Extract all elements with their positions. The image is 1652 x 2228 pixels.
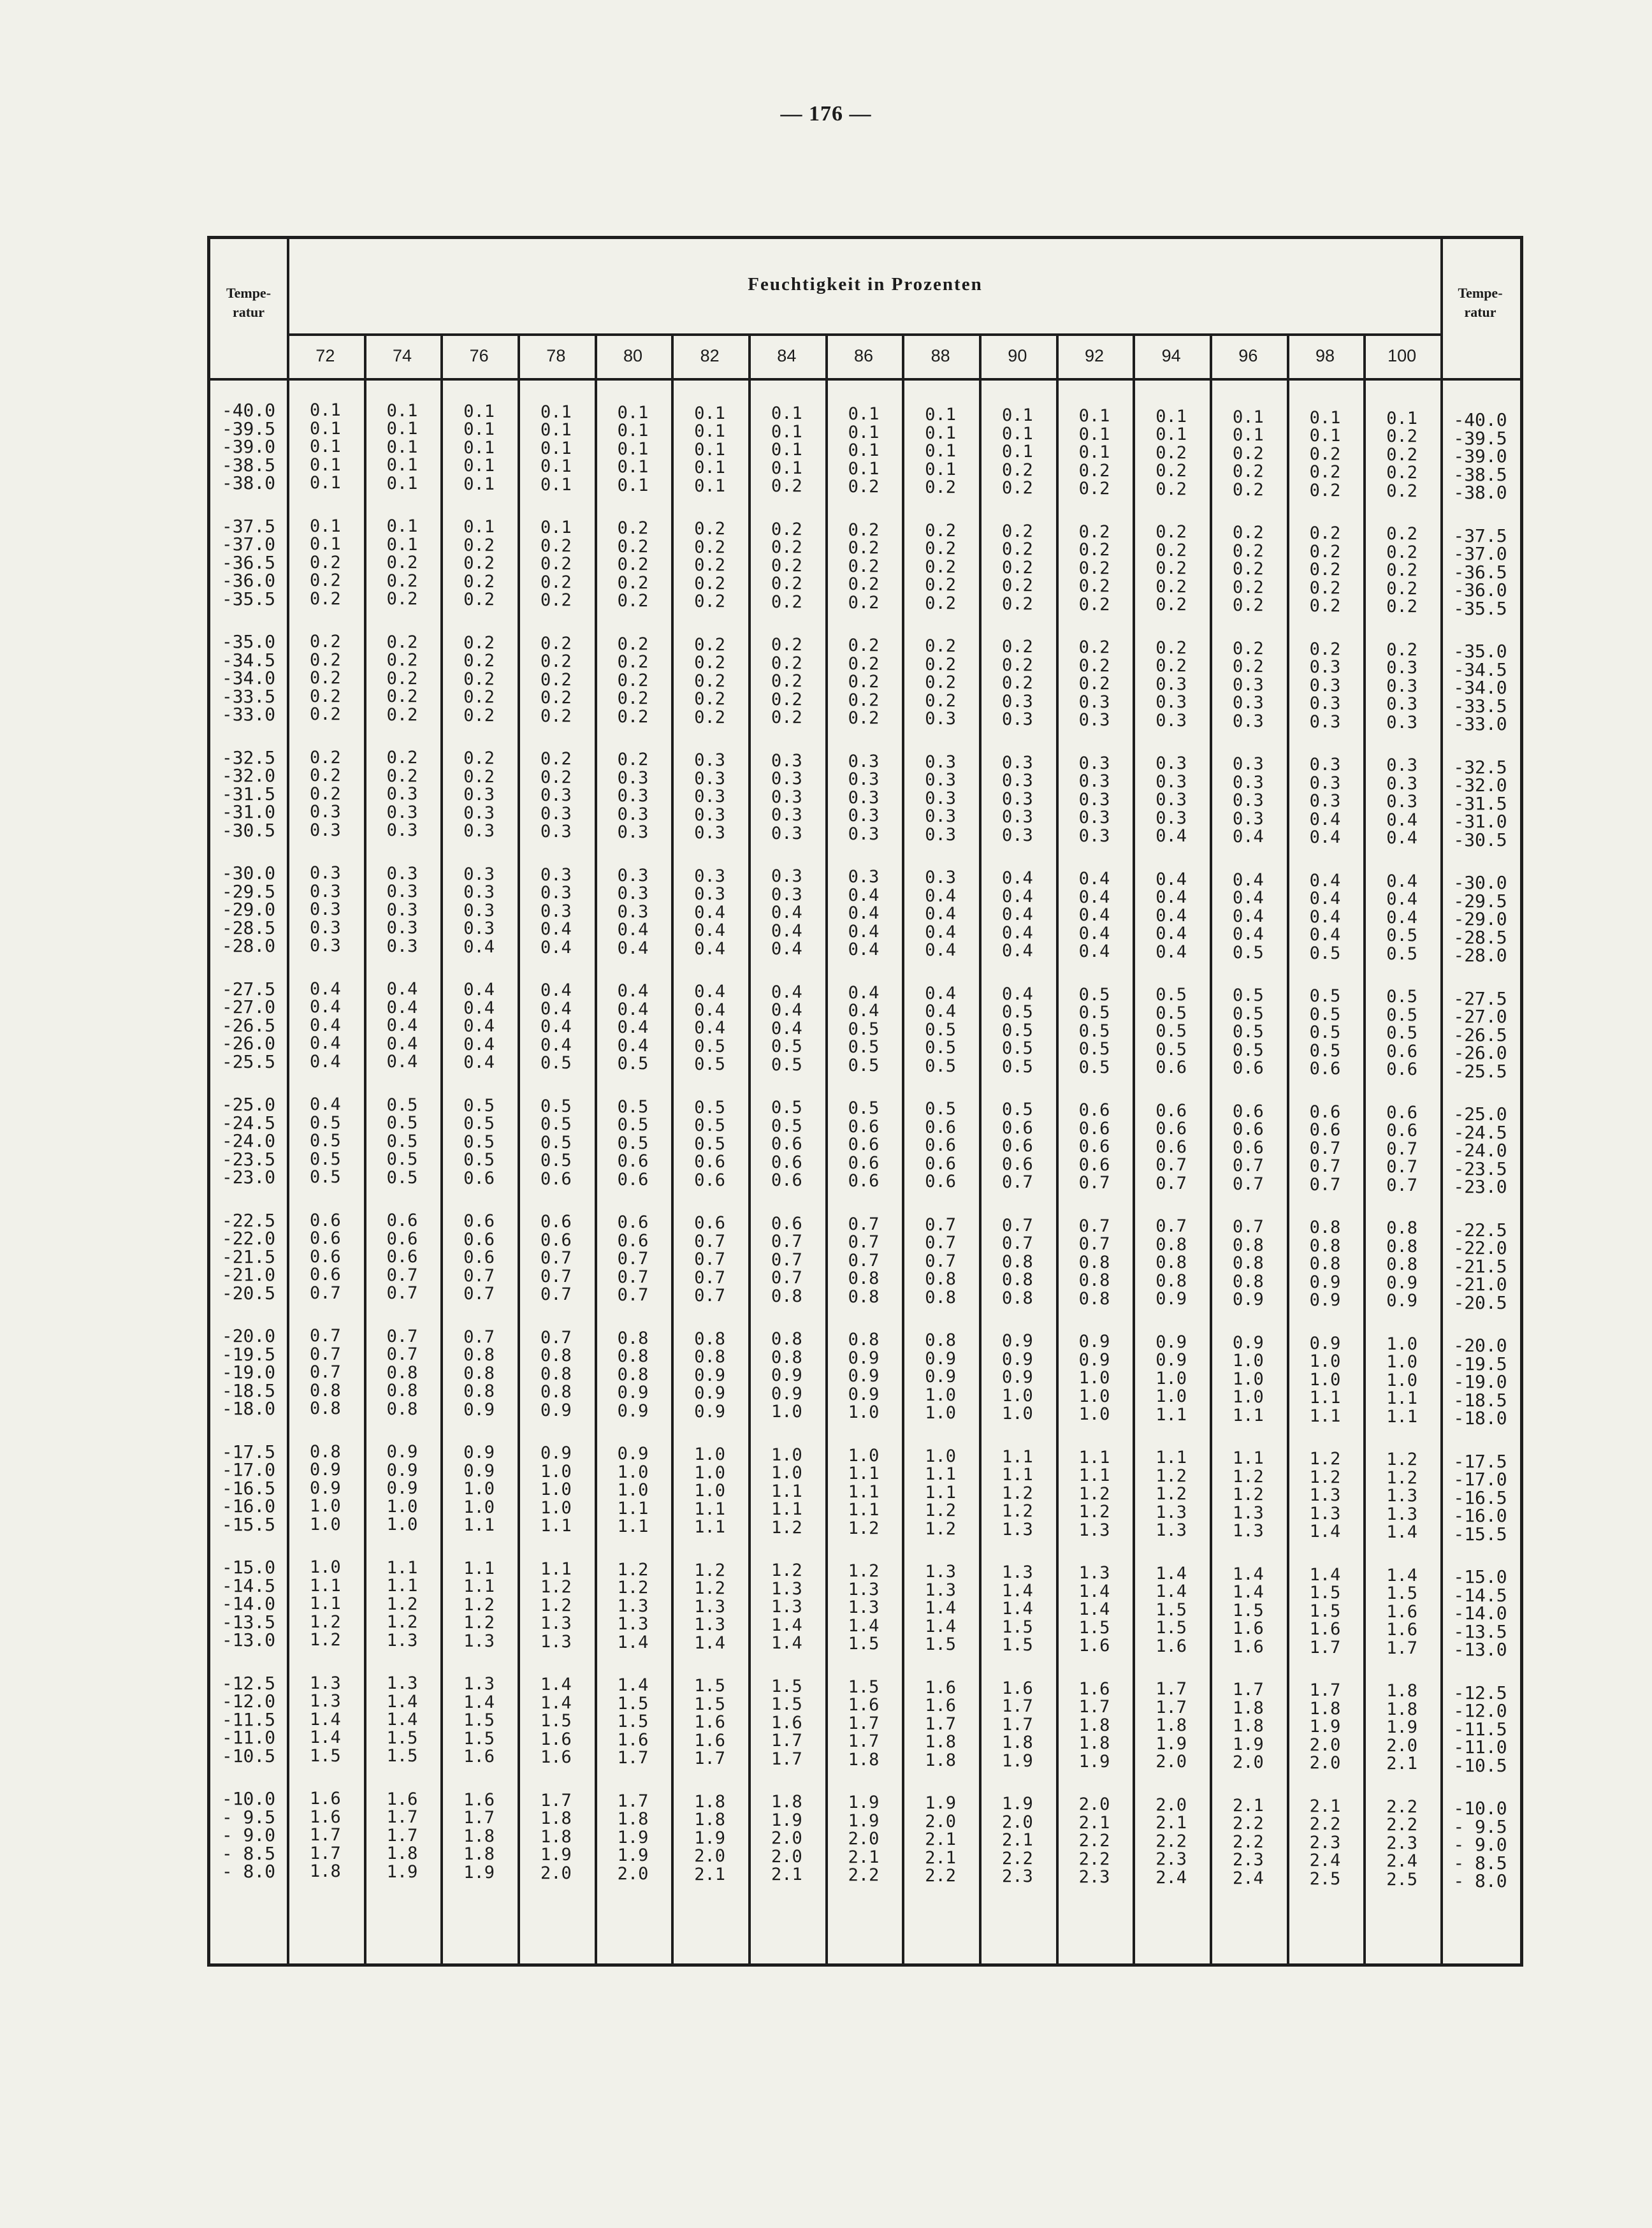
value-cell: 0.5 0.5 0.5 0.5 0.6 bbox=[1232, 986, 1264, 1079]
value-cell: 1.6 1.7 1.8 1.8 1.9 bbox=[463, 1789, 495, 1882]
value-cell: 1.4 1.5 1.5 1.6 1.7 bbox=[1309, 1564, 1341, 1657]
value-cell: 0.5 0.6 0.6 0.6 0.6 bbox=[925, 1099, 957, 1192]
value-cell: 1.6 1.6 1.7 1.7 1.8 bbox=[309, 1789, 341, 1881]
value-cell: 0.3 0.3 0.3 0.4 0.4 bbox=[1309, 755, 1341, 848]
value-cell: 0.5 0.6 0.6 0.6 0.7 bbox=[1001, 1100, 1033, 1193]
value-cell: 1.0 1.0 1.1 1.1 1.2 bbox=[771, 1445, 802, 1538]
column-header: 78 bbox=[546, 346, 566, 365]
value-cell: 1.7 1.8 1.9 1.9 2.0 bbox=[617, 1791, 649, 1884]
value-cell: 0.2 0.2 0.3 0.3 0.3 bbox=[1232, 638, 1264, 731]
value-cell: 1.7 1.8 1.9 2.0 2.0 bbox=[1309, 1680, 1341, 1773]
temperature-group-left: -27.5 -27.0 -26.5 -26.0 -25.5 bbox=[221, 978, 276, 1072]
value-cell: 0.4 0.4 0.4 0.4 0.5 bbox=[1232, 870, 1264, 963]
value-cell: 0.3 0.3 0.3 0.3 0.3 bbox=[848, 751, 880, 844]
temperature-group-left: -25.0 -24.5 -24.0 -23.5 -23.0 bbox=[221, 1094, 276, 1188]
value-cell: 0.6 0.6 0.6 0.7 0.7 bbox=[1232, 1101, 1264, 1194]
temperature-group-left: -20.0 -19.5 -19.0 -18.5 -18.0 bbox=[221, 1325, 276, 1419]
value-cell: 0.2 0.2 0.2 0.2 0.2 bbox=[1078, 521, 1110, 615]
value-cell: 1.1 1.1 1.2 1.2 1.3 bbox=[1001, 1446, 1033, 1540]
value-cell: 1.5 1.5 1.6 1.7 1.7 bbox=[771, 1676, 802, 1769]
temperature-group-right: -25.0 -24.5 -24.0 -23.5 -23.0 bbox=[1453, 1103, 1507, 1197]
value-cell: 0.7 0.7 0.8 0.8 0.8 bbox=[386, 1326, 418, 1419]
value-cell: 0.3 0.3 0.3 0.3 0.4 bbox=[1156, 754, 1187, 847]
value-cell: 0.2 0.2 0.2 0.2 0.2 bbox=[617, 634, 649, 727]
value-cell: 1.2 1.2 1.3 1.3 1.4 bbox=[694, 1560, 726, 1653]
value-cell: 0.6 0.6 0.6 0.6 0.7 bbox=[1078, 1100, 1110, 1193]
value-cell: 0.2 0.2 0.2 0.2 0.2 bbox=[771, 519, 802, 612]
temperature-group-left: -17.5 -17.0 -16.5 -16.0 -15.5 bbox=[221, 1441, 276, 1535]
value-cell: 1.2 1.2 1.3 1.3 1.4 bbox=[617, 1559, 649, 1652]
value-cell: 0.1 0.1 0.1 0.1 0.2 bbox=[925, 405, 957, 498]
column-header: 92 bbox=[1084, 346, 1104, 365]
value-cell: 0.3 0.3 0.4 0.4 0.4 bbox=[694, 866, 726, 959]
column-header: 100 bbox=[1388, 346, 1417, 365]
value-cell: 0.8 0.8 0.9 0.9 1.0 bbox=[771, 1329, 802, 1422]
value-cell: 0.5 0.6 0.6 0.6 0.6 bbox=[848, 1098, 880, 1191]
value-cell: 1.2 1.2 1.3 1.3 1.4 bbox=[1386, 1450, 1418, 1543]
value-cell: 0.2 0.2 0.2 0.2 0.2 bbox=[1001, 521, 1033, 614]
temperature-group-right: -15.0 -14.5 -14.0 -13.5 -13.0 bbox=[1453, 1566, 1507, 1660]
value-cell: 0.1 0.1 0.1 0.2 0.2 bbox=[1078, 406, 1110, 499]
value-cell: 0.8 0.8 0.8 0.9 0.9 bbox=[617, 1328, 649, 1421]
value-cell: 1.0 1.1 1.1 1.2 1.2 bbox=[309, 1557, 341, 1650]
value-cell: 0.3 0.3 0.3 0.3 0.3 bbox=[771, 750, 802, 843]
value-cell: 0.4 0.4 0.4 0.4 0.4 bbox=[1156, 869, 1187, 962]
value-cell: 0.5 0.5 0.5 0.5 0.6 bbox=[1156, 985, 1187, 1078]
value-cell: 1.6 1.7 1.7 1.8 1.9 bbox=[1001, 1678, 1033, 1771]
value-cell: 0.6 0.6 0.7 0.7 0.7 bbox=[1386, 1102, 1418, 1195]
temperature-group-right: -20.0 -19.5 -19.0 -18.5 -18.0 bbox=[1453, 1335, 1507, 1429]
value-cell: 0.4 0.5 0.5 0.5 0.5 bbox=[1001, 984, 1033, 1077]
value-cell: 0.2 0.2 0.3 0.3 0.3 bbox=[463, 748, 495, 841]
value-cell: 0.8 0.8 0.8 0.9 0.9 bbox=[1309, 1218, 1341, 1311]
value-cell: 0.6 0.7 0.7 0.7 0.8 bbox=[771, 1213, 802, 1306]
value-cell: 1.6 1.7 1.7 1.8 1.9 bbox=[386, 1789, 418, 1882]
value-cell: 0.2 0.2 0.2 0.3 0.3 bbox=[1001, 637, 1033, 730]
value-cell: 0.3 0.3 0.3 0.3 0.4 bbox=[1232, 754, 1264, 847]
value-cell: 1.5 1.6 1.7 1.7 1.8 bbox=[848, 1677, 880, 1770]
value-cell: 0.2 0.3 0.3 0.3 0.3 bbox=[1386, 639, 1418, 732]
value-cell: 0.3 0.3 0.3 0.3 0.4 bbox=[463, 864, 495, 957]
value-cell: 0.9 0.9 1.0 1.0 1.1 bbox=[463, 1443, 495, 1536]
value-cell: 1.4 1.5 1.5 1.6 1.7 bbox=[617, 1675, 649, 1768]
value-cell: 1.3 1.4 1.4 1.5 1.5 bbox=[386, 1673, 418, 1766]
temperature-group-right: -10.0 - 9.5 - 9.0 - 8.5 - 8.0 bbox=[1453, 1798, 1507, 1891]
value-cell: 0.3 0.3 0.3 0.3 0.3 bbox=[1078, 753, 1110, 846]
value-cell: 0.1 0.1 0.2 0.2 0.2 bbox=[386, 516, 418, 609]
value-cell: 0.5 0.5 0.6 0.6 0.6 bbox=[771, 1098, 802, 1191]
value-cell: 0.2 0.3 0.3 0.3 0.3 bbox=[617, 750, 649, 843]
column-header: 74 bbox=[392, 346, 412, 365]
value-cell: 0.1 0.2 0.2 0.2 0.2 bbox=[1386, 408, 1418, 501]
temperature-group-left: -12.5 -12.0 -11.5 -11.0 -10.5 bbox=[221, 1672, 276, 1766]
value-cell: 0.7 0.8 0.8 0.8 0.9 bbox=[1156, 1216, 1187, 1309]
value-cell: 1.1 1.1 1.2 1.2 1.3 bbox=[1078, 1447, 1110, 1540]
value-cell: 0.7 0.7 0.7 0.8 0.8 bbox=[925, 1214, 957, 1307]
value-cell: 1.8 1.9 2.0 2.0 2.1 bbox=[771, 1792, 802, 1885]
column-header: 94 bbox=[1161, 346, 1181, 365]
value-cell: 0.4 0.4 0.4 0.4 0.5 bbox=[1309, 870, 1341, 963]
value-cell: 0.2 0.2 0.2 0.2 0.2 bbox=[848, 520, 880, 613]
page-number: — 176 — bbox=[780, 102, 872, 126]
value-cell: 1.0 1.0 1.0 1.1 1.1 bbox=[1386, 1334, 1418, 1427]
value-cell: 0.1 0.1 0.1 0.1 0.2 bbox=[848, 404, 880, 497]
value-cell: 0.4 0.4 0.4 0.4 0.4 bbox=[1078, 869, 1110, 961]
value-cell: 1.2 1.3 1.3 1.4 1.4 bbox=[771, 1561, 802, 1654]
value-cell: 0.2 0.2 0.2 0.2 0.3 bbox=[925, 636, 957, 729]
value-cell: 1.9 1.9 2.0 2.1 2.2 bbox=[848, 1793, 880, 1886]
value-cell: 1.6 1.7 1.8 1.8 1.9 bbox=[1078, 1678, 1110, 1772]
value-cell: 1.4 1.4 1.5 1.5 1.6 bbox=[1156, 1563, 1187, 1656]
rule-header bbox=[210, 378, 1520, 381]
column-header: 96 bbox=[1238, 346, 1258, 365]
value-cell: 0.3 0.4 0.4 0.4 0.4 bbox=[848, 867, 880, 960]
value-cell: 0.6 0.6 0.6 0.7 0.7 bbox=[1156, 1100, 1187, 1193]
value-cell: 0.3 0.3 0.3 0.3 0.3 bbox=[1001, 752, 1033, 845]
value-cell: 0.5 0.5 0.5 0.5 0.5 bbox=[386, 1095, 418, 1188]
value-cell: 0.8 0.9 0.9 1.0 1.0 bbox=[925, 1330, 957, 1423]
value-cell: 0.2 0.2 0.2 0.2 0.2 bbox=[463, 632, 495, 725]
value-cell: 0.9 1.0 1.0 1.1 1.1 bbox=[617, 1444, 649, 1537]
value-cell: 1.9 2.0 2.1 2.1 2.2 bbox=[925, 1793, 957, 1886]
value-cell: 1.2 1.2 1.3 1.3 1.4 bbox=[1309, 1449, 1341, 1542]
value-cell: 0.7 0.7 0.7 0.8 0.8 bbox=[848, 1214, 880, 1307]
value-cell: 0.4 0.4 0.4 0.5 0.5 bbox=[1386, 871, 1418, 964]
value-cell: 1.3 1.4 1.4 1.5 1.5 bbox=[1001, 1562, 1033, 1656]
value-cell: 0.9 0.9 0.9 1.0 1.0 bbox=[1001, 1331, 1033, 1424]
value-cell: 2.2 2.2 2.3 2.4 2.5 bbox=[1386, 1796, 1418, 1889]
value-cell: 0.4 0.4 0.4 0.4 0.5 bbox=[540, 980, 572, 1074]
value-cell: 0.2 0.2 0.2 0.2 0.2 bbox=[386, 632, 418, 725]
value-cell: 0.1 0.1 0.1 0.2 0.2 bbox=[1001, 405, 1033, 499]
temperature-group-right: -32.5 -32.0 -31.5 -31.0 -30.5 bbox=[1453, 756, 1507, 850]
value-cell: 0.2 0.3 0.3 0.3 0.3 bbox=[1309, 639, 1341, 732]
value-cell: 2.0 2.1 2.2 2.3 2.4 bbox=[1156, 1795, 1187, 1888]
value-cell: 2.0 2.1 2.2 2.2 2.3 bbox=[1078, 1795, 1110, 1887]
value-cell: 0.1 0.1 0.1 0.1 0.1 bbox=[617, 402, 649, 495]
value-cell: 1.0 1.1 1.1 1.2 1.2 bbox=[925, 1446, 957, 1539]
temp-header-left: Tempe- ratur bbox=[226, 285, 272, 320]
value-cell: 2.1 2.2 2.3 2.4 2.5 bbox=[1309, 1796, 1341, 1889]
value-cell: 1.3 1.4 1.5 1.5 1.6 bbox=[463, 1674, 495, 1767]
value-cell: 0.9 1.0 1.0 1.1 1.1 bbox=[1309, 1333, 1341, 1426]
value-cell: 0.7 0.7 0.7 0.8 0.8 bbox=[309, 1326, 341, 1418]
value-cell: 0.4 0.4 0.4 0.4 0.4 bbox=[1001, 868, 1033, 961]
value-cell: 0.2 0.2 0.2 0.3 0.3 bbox=[309, 747, 341, 840]
value-cell: 0.2 0.2 0.2 0.2 0.2 bbox=[771, 635, 802, 728]
value-cell: 0.1 0.2 0.2 0.2 0.2 bbox=[463, 517, 495, 610]
value-cell: 0.2 0.2 0.2 0.2 0.2 bbox=[1156, 522, 1187, 615]
column-header: 86 bbox=[853, 346, 873, 365]
value-cell: 0.1 0.1 0.1 0.1 0.1 bbox=[694, 403, 726, 496]
column-header: 72 bbox=[315, 346, 335, 365]
column-header: 82 bbox=[700, 346, 720, 365]
value-cell: 0.6 0.6 0.6 0.7 0.7 bbox=[386, 1211, 418, 1304]
column-header: 90 bbox=[1008, 346, 1027, 365]
temp-header-right: Tempe- ratur bbox=[1458, 285, 1503, 320]
temperature-group-left: -15.0 -14.5 -14.0 -13.5 -13.0 bbox=[221, 1557, 276, 1650]
value-cell: 0.1 0.1 0.1 0.1 0.1 bbox=[463, 401, 495, 494]
value-cell: 0.5 0.5 0.5 0.6 0.6 bbox=[1386, 987, 1418, 1080]
value-cell: 1.4 1.4 1.5 1.6 1.6 bbox=[540, 1675, 572, 1768]
value-cell: 1.8 1.8 1.9 2.0 2.1 bbox=[1386, 1681, 1418, 1774]
value-cell: 0.4 0.4 0.5 0.5 0.5 bbox=[848, 982, 880, 1075]
value-cell: 0.2 0.2 0.2 0.3 0.3 bbox=[1078, 637, 1110, 730]
table-title: Feuchtigkeit in Prozenten bbox=[748, 274, 983, 295]
temperature-group-right: -27.5 -27.0 -26.5 -26.0 -25.5 bbox=[1453, 987, 1507, 1082]
value-cell: 1.1 1.2 1.2 1.3 1.3 bbox=[540, 1559, 572, 1652]
temperature-group-right: -22.5 -22.0 -21.5 -21.0 -20.5 bbox=[1453, 1219, 1507, 1313]
value-cell: 0.6 0.7 0.7 0.7 0.7 bbox=[694, 1213, 726, 1306]
temperature-group-left: -32.5 -32.0 -31.5 -31.0 -30.5 bbox=[221, 746, 276, 841]
value-cell: 0.1 0.1 0.1 0.1 0.1 bbox=[309, 400, 341, 493]
value-cell: 0.3 0.3 0.4 0.4 0.4 bbox=[771, 866, 802, 959]
value-cell: 0.5 0.5 0.5 0.5 0.5 bbox=[1078, 984, 1110, 1077]
temperature-group-left: -30.0 -29.5 -29.0 -28.5 -28.0 bbox=[221, 863, 276, 956]
value-cell: 0.8 0.9 0.9 1.0 1.0 bbox=[309, 1441, 341, 1534]
temperature-group-right: -30.0 -29.5 -29.0 -28.5 -28.0 bbox=[1453, 872, 1507, 966]
value-cell: 0.2 0.2 0.2 0.2 0.2 bbox=[309, 632, 341, 724]
value-cell: 0.6 0.6 0.7 0.7 0.7 bbox=[1309, 1102, 1341, 1195]
value-cell: 0.4 0.4 0.4 0.5 0.5 bbox=[771, 982, 802, 1075]
column-header: 84 bbox=[777, 346, 797, 365]
value-cell: 0.8 0.8 0.9 0.9 0.9 bbox=[694, 1329, 726, 1422]
value-cell: 0.2 0.2 0.3 0.3 0.3 bbox=[540, 749, 572, 842]
value-cell: 1.3 1.4 1.4 1.5 1.6 bbox=[1078, 1563, 1110, 1656]
value-cell: 0.2 0.2 0.2 0.2 0.2 bbox=[848, 636, 880, 729]
value-cell: 0.2 0.2 0.2 0.2 0.2 bbox=[694, 519, 726, 611]
value-cell: 1.3 1.3 1.4 1.4 1.5 bbox=[309, 1673, 341, 1766]
value-cell: 0.3 0.3 0.3 0.3 0.3 bbox=[925, 752, 957, 845]
value-cell: 0.6 0.6 0.6 0.7 0.7 bbox=[463, 1211, 495, 1304]
value-cell: 0.7 0.7 0.8 0.8 0.8 bbox=[1001, 1215, 1033, 1308]
value-cell: 0.4 0.4 0.4 0.4 0.4 bbox=[386, 979, 418, 1072]
value-cell: 0.5 0.5 0.5 0.6 0.6 bbox=[694, 1097, 726, 1190]
value-cell: 0.3 0.3 0.3 0.3 0.3 bbox=[386, 863, 418, 956]
value-cell: 0.4 0.4 0.4 0.5 0.5 bbox=[694, 982, 726, 1074]
value-cell: 0.7 0.8 0.8 0.8 0.9 bbox=[540, 1327, 572, 1420]
temperature-group-left: -10.0 - 9.5 - 9.0 - 8.5 - 8.0 bbox=[221, 1788, 276, 1882]
value-cell: 0.9 0.9 1.0 1.0 1.1 bbox=[1156, 1332, 1187, 1425]
value-cell: 0.3 0.4 0.4 0.4 0.4 bbox=[925, 868, 957, 961]
value-cell: 1.4 1.5 1.6 1.6 1.7 bbox=[1386, 1565, 1418, 1658]
value-cell: 0.1 0.1 0.1 0.1 0.1 bbox=[386, 400, 418, 493]
value-cell: 2.1 2.2 2.2 2.3 2.4 bbox=[1232, 1795, 1264, 1888]
value-cell: 0.5 0.5 0.5 0.6 0.6 bbox=[617, 1096, 649, 1190]
value-cell: 0.2 0.2 0.2 0.2 0.2 bbox=[1386, 524, 1418, 617]
value-cell: 0.6 0.6 0.7 0.7 0.7 bbox=[617, 1212, 649, 1306]
temperature-group-left: -37.5 -37.0 -36.5 -36.0 -35.5 bbox=[221, 515, 276, 609]
value-cell: 0.4 0.4 0.4 0.4 0.4 bbox=[463, 980, 495, 1073]
value-cell: 0.4 0.5 0.5 0.5 0.5 bbox=[309, 1095, 341, 1187]
value-cell: 0.3 0.3 0.3 0.4 0.4 bbox=[1386, 755, 1418, 848]
value-cell: 0.3 0.3 0.3 0.4 0.4 bbox=[617, 865, 649, 958]
value-cell: 0.8 0.8 0.8 0.9 0.9 bbox=[1386, 1218, 1418, 1311]
temperature-group-right: -35.0 -34.5 -34.0 -33.5 -33.0 bbox=[1453, 641, 1507, 734]
value-cell: 0.1 0.1 0.1 0.1 0.2 bbox=[771, 404, 802, 497]
value-cell: 1.1 1.1 1.2 1.2 1.3 bbox=[463, 1558, 495, 1651]
value-cell: 0.1 0.2 0.2 0.2 0.2 bbox=[540, 518, 572, 611]
value-cell: 0.8 0.9 0.9 0.9 1.0 bbox=[848, 1330, 880, 1423]
value-cell: 0.3 0.3 0.3 0.3 0.3 bbox=[694, 750, 726, 843]
value-cell: 1.7 1.8 1.8 1.9 2.0 bbox=[1232, 1680, 1264, 1773]
value-cell: 1.4 1.4 1.5 1.6 1.6 bbox=[1232, 1564, 1264, 1657]
value-cell: 0.6 0.6 0.7 0.7 0.7 bbox=[540, 1212, 572, 1305]
value-cell: 0.7 0.8 0.8 0.8 0.9 bbox=[463, 1327, 495, 1420]
value-cell: 0.1 0.1 0.1 0.1 0.1 bbox=[540, 402, 572, 495]
value-cell: 0.2 0.2 0.2 0.2 0.2 bbox=[1232, 523, 1264, 616]
value-cell: 1.5 1.5 1.6 1.6 1.7 bbox=[694, 1676, 726, 1768]
value-cell: 0.1 0.1 0.2 0.2 0.2 bbox=[1156, 406, 1187, 499]
value-cell: 0.2 0.2 0.3 0.3 0.3 bbox=[1156, 637, 1187, 731]
temperature-group-left: -35.0 -34.5 -34.0 -33.5 -33.0 bbox=[221, 631, 276, 725]
value-cell: 1.6 1.6 1.7 1.8 1.8 bbox=[925, 1677, 957, 1770]
value-cell: 1.2 1.3 1.3 1.4 1.5 bbox=[848, 1561, 880, 1654]
column-header: 76 bbox=[469, 346, 489, 365]
value-cell: 0.9 0.9 0.9 1.0 1.0 bbox=[386, 1442, 418, 1535]
value-cell: 0.3 0.3 0.3 0.4 0.4 bbox=[540, 864, 572, 957]
temperature-group-left: -40.0 -39.5 -39.0 -38.5 -38.0 bbox=[221, 400, 276, 493]
value-cell: 0.1 0.1 0.2 0.2 0.2 bbox=[309, 516, 341, 609]
value-cell: 0.9 1.0 1.0 1.0 1.1 bbox=[1232, 1332, 1264, 1425]
value-cell: 1.7 1.8 1.8 1.9 2.0 bbox=[540, 1790, 572, 1883]
value-cell: 0.7 0.7 0.8 0.8 0.8 bbox=[1078, 1216, 1110, 1309]
value-cell: 1.0 1.1 1.1 1.1 1.2 bbox=[848, 1445, 880, 1538]
value-cell: 0.5 0.5 0.5 0.5 0.6 bbox=[1309, 986, 1341, 1079]
value-cell: 0.9 0.9 1.0 1.0 1.0 bbox=[1078, 1332, 1110, 1424]
value-cell: 0.2 0.2 0.2 0.2 0.2 bbox=[694, 634, 726, 727]
column-header: 88 bbox=[931, 346, 950, 365]
value-cell: 0.4 0.4 0.4 0.4 0.5 bbox=[617, 981, 649, 1074]
value-cell: 1.7 1.7 1.8 1.9 2.0 bbox=[1156, 1679, 1187, 1772]
value-cell: 1.1 1.2 1.2 1.3 1.3 bbox=[1232, 1448, 1264, 1541]
value-cell: 1.8 1.8 1.9 2.0 2.1 bbox=[694, 1791, 726, 1884]
temperature-group-right: -40.0 -39.5 -39.0 -38.5 -38.0 bbox=[1453, 409, 1507, 503]
temperature-group-left: -22.5 -22.0 -21.5 -21.0 -20.5 bbox=[221, 1209, 276, 1304]
value-cell: 1.1 1.1 1.2 1.2 1.3 bbox=[386, 1557, 418, 1650]
value-cell: 0.2 0.2 0.2 0.2 0.2 bbox=[1309, 523, 1341, 616]
value-cell: 0.4 0.4 0.5 0.5 0.5 bbox=[925, 983, 957, 1076]
value-cell: 0.2 0.2 0.2 0.2 0.2 bbox=[540, 633, 572, 726]
value-cell: 1.9 2.0 2.1 2.2 2.3 bbox=[1001, 1794, 1033, 1887]
column-header: 98 bbox=[1315, 346, 1335, 365]
value-cell: 0.5 0.5 0.5 0.5 0.6 bbox=[540, 1096, 572, 1189]
value-cell: 0.2 0.2 0.2 0.2 0.2 bbox=[617, 518, 649, 611]
value-cell: 0.2 0.2 0.2 0.2 0.2 bbox=[925, 520, 957, 613]
value-cell: 0.1 0.1 0.2 0.2 0.2 bbox=[1232, 407, 1264, 500]
value-cell: 1.3 1.3 1.4 1.4 1.5 bbox=[925, 1562, 957, 1655]
value-cell: 0.2 0.2 0.3 0.3 0.3 bbox=[386, 748, 418, 841]
value-cell: 1.0 1.0 1.0 1.1 1.1 bbox=[694, 1445, 726, 1537]
temperature-group-right: -37.5 -37.0 -36.5 -36.0 -35.5 bbox=[1453, 525, 1507, 619]
value-cell: 1.1 1.2 1.2 1.3 1.3 bbox=[1156, 1448, 1187, 1541]
value-cell: 0.7 0.8 0.8 0.8 0.9 bbox=[1232, 1217, 1264, 1310]
humidity-table bbox=[207, 236, 1523, 1967]
value-cell: 0.6 0.6 0.6 0.6 0.7 bbox=[309, 1210, 341, 1303]
value-cell: 0.9 1.0 1.0 1.0 1.1 bbox=[540, 1443, 572, 1536]
value-cell: 0.3 0.3 0.3 0.3 0.3 bbox=[309, 863, 341, 956]
value-cell: 0.1 0.1 0.2 0.2 0.2 bbox=[1309, 407, 1341, 500]
temperature-group-right: -17.5 -17.0 -16.5 -16.0 -15.5 bbox=[1453, 1450, 1507, 1545]
column-header: 80 bbox=[623, 346, 642, 365]
value-cell: 0.4 0.4 0.4 0.4 0.4 bbox=[309, 979, 341, 1072]
temperature-group-right: -12.5 -12.0 -11.5 -11.0 -10.5 bbox=[1453, 1682, 1507, 1776]
value-cell: 0.5 0.5 0.5 0.5 0.6 bbox=[463, 1095, 495, 1188]
